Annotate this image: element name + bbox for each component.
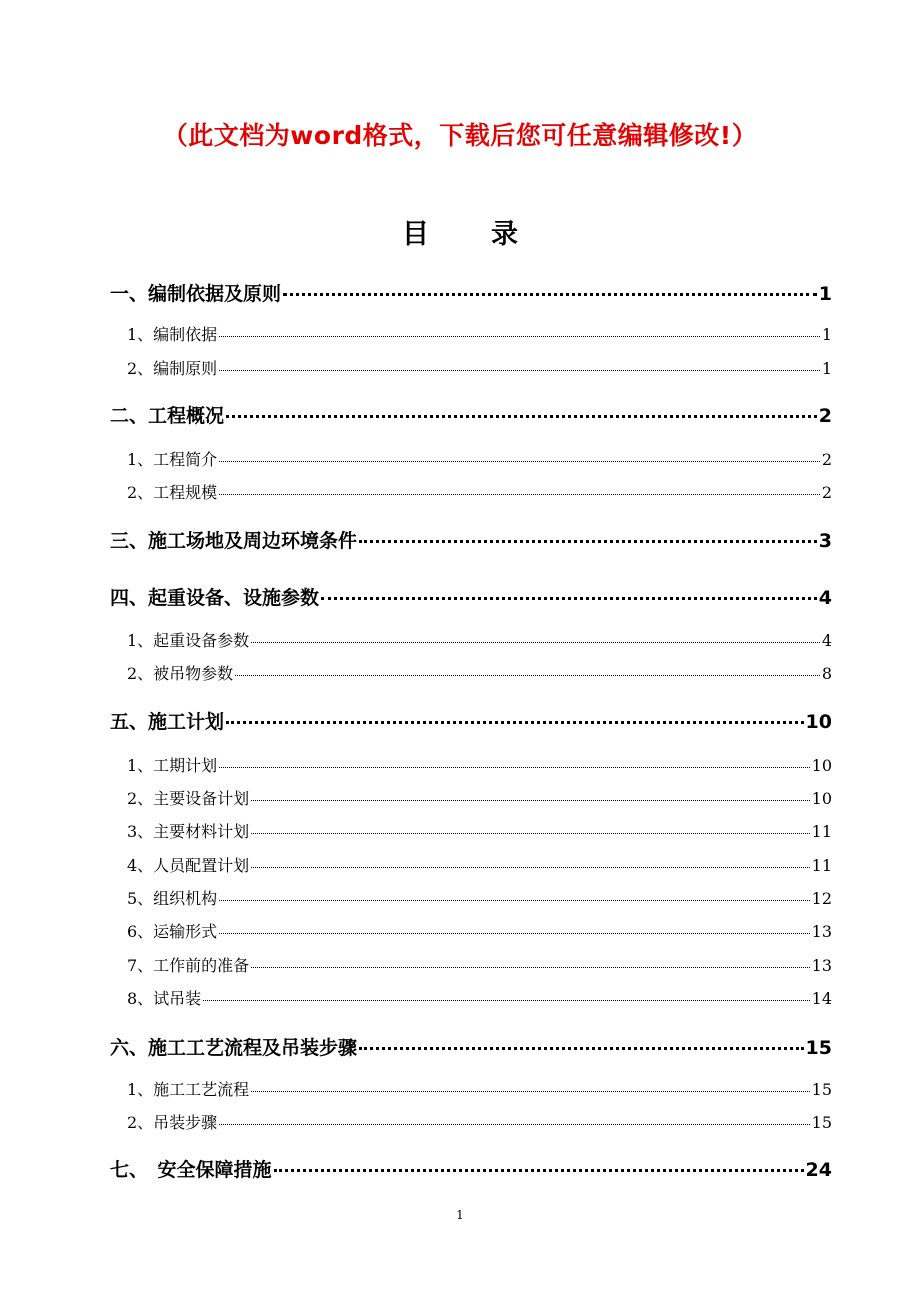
toc-entry-label: 1、编制依据: [127, 325, 218, 344]
toc-entry-page: 14: [811, 989, 832, 1008]
toc-entry-label: 2、主要设备计划: [127, 789, 250, 808]
toc-title: 目录: [402, 219, 580, 250]
dot-leader: [219, 478, 820, 495]
toc-entry-page: 13: [811, 956, 832, 975]
toc-entry[interactable]: [127, 887, 832, 911]
toc-entry[interactable]: [127, 629, 832, 653]
dot-leader: [251, 784, 809, 801]
toc-entry[interactable]: [110, 582, 832, 610]
toc-entry[interactable]: [127, 662, 832, 686]
toc-entry-page: 10: [811, 756, 832, 775]
toc-entry-page: 10: [811, 789, 832, 808]
toc-entry-page: 2: [818, 405, 832, 427]
toc-entry[interactable]: [110, 525, 832, 553]
toc-entry[interactable]: [127, 987, 832, 1011]
dot-leader: [235, 659, 820, 676]
toc-entry-label: 4、人员配置计划: [127, 856, 250, 875]
toc-entry-label: 2、工程规模: [127, 483, 218, 502]
toc-entry-label: 二、工程概况: [110, 405, 225, 427]
toc-entry-label: 6、运输形式: [127, 922, 218, 941]
toc-entry-page: 1: [818, 283, 832, 305]
toc-entry-page: 24: [805, 1159, 832, 1181]
toc-entry-page: 15: [811, 1080, 832, 1099]
dot-leader: [226, 702, 804, 724]
toc-entry[interactable]: [127, 754, 832, 778]
toc-entry-label: 五、施工计划: [110, 711, 225, 733]
dot-leader: [251, 626, 820, 643]
toc-entry-label: 一、编制依据及原则: [110, 283, 282, 305]
toc-entry-label: 1、工程简介: [127, 450, 218, 469]
toc-entry[interactable]: [127, 854, 832, 878]
dot-leader: [251, 1075, 809, 1092]
toc-entry-page: 15: [805, 1037, 832, 1059]
toc-entry-label: 1、施工工艺流程: [127, 1080, 250, 1099]
toc-entry-label: 六、施工工艺流程及吊装步骤: [110, 1037, 358, 1059]
toc-entry[interactable]: [127, 357, 832, 381]
toc-entry[interactable]: [127, 920, 832, 944]
dot-leader: [203, 984, 809, 1001]
toc-entry-label: 1、起重设备参数: [127, 631, 250, 650]
dot-leader: [251, 951, 809, 968]
toc-entry-label: 2、被吊物参数: [127, 664, 234, 683]
toc-entry[interactable]: [127, 323, 832, 347]
toc-entry[interactable]: [127, 1078, 832, 1102]
dot-leader: [219, 751, 809, 768]
toc-entry-page: 11: [811, 856, 832, 875]
toc-entry-page: 8: [821, 664, 832, 683]
toc-entry-page: 12: [811, 889, 832, 908]
toc-entry-label: 3、主要材料计划: [127, 822, 250, 841]
dot-leader: [283, 274, 817, 296]
toc-entry[interactable]: [127, 954, 832, 978]
toc-entry-label: 5、组织机构: [127, 889, 218, 908]
toc-entry[interactable]: [110, 706, 832, 734]
document-notice: （此文档为word格式，下载后您可任意编辑修改!）: [162, 121, 758, 150]
toc-entry-page: 2: [821, 450, 832, 469]
page-number: 1: [456, 1208, 464, 1222]
toc-entry-page: 4: [821, 631, 832, 650]
toc-entry-page: 15: [811, 1113, 832, 1132]
dot-leader: [251, 851, 809, 868]
dot-leader: [219, 354, 820, 371]
dot-leader: [321, 578, 817, 600]
toc-entry-page: 1: [821, 325, 832, 344]
toc-entry-label: 1、工期计划: [127, 756, 218, 775]
toc-entry[interactable]: [110, 1032, 832, 1060]
toc-entry-page: 3: [818, 530, 832, 552]
dot-leader: [219, 445, 820, 462]
dot-leader: [219, 884, 809, 901]
toc-entry-label: 2、编制原则: [127, 359, 218, 378]
toc-entry-label: 2、吊装步骤: [127, 1113, 218, 1132]
toc-entry[interactable]: [110, 1154, 832, 1182]
toc-entry-page: 11: [811, 822, 832, 841]
toc-entry[interactable]: [127, 1111, 832, 1135]
dot-leader: [359, 521, 817, 543]
toc-entry-label: 四、起重设备、设施参数: [110, 587, 320, 609]
toc-entry-label: 三、施工场地及周边环境条件: [110, 530, 358, 552]
toc-entry-label: 8、试吊装: [127, 989, 202, 1008]
toc-entry[interactable]: [127, 820, 832, 844]
toc-entry-page: 2: [821, 483, 832, 502]
toc-entry-label: 7、工作前的准备: [127, 956, 250, 975]
toc-entry-page: 10: [805, 711, 832, 733]
toc-entry-page: 1: [821, 359, 832, 378]
dot-leader: [219, 1108, 809, 1125]
toc-entry-page: 4: [818, 587, 832, 609]
toc-entry[interactable]: [110, 278, 832, 306]
toc-entry[interactable]: [110, 400, 832, 428]
toc-entry-page: 13: [811, 922, 832, 941]
toc-entry[interactable]: [127, 787, 832, 811]
dot-leader: [274, 1150, 804, 1172]
dot-leader: [359, 1028, 804, 1050]
toc-entry[interactable]: [127, 481, 832, 505]
toc-entry-label: 七、 安全保障措施: [110, 1159, 272, 1181]
dot-leader: [219, 320, 820, 337]
toc-entry[interactable]: [127, 448, 832, 472]
dot-leader: [251, 817, 809, 834]
dot-leader: [226, 396, 817, 418]
dot-leader: [219, 917, 809, 934]
